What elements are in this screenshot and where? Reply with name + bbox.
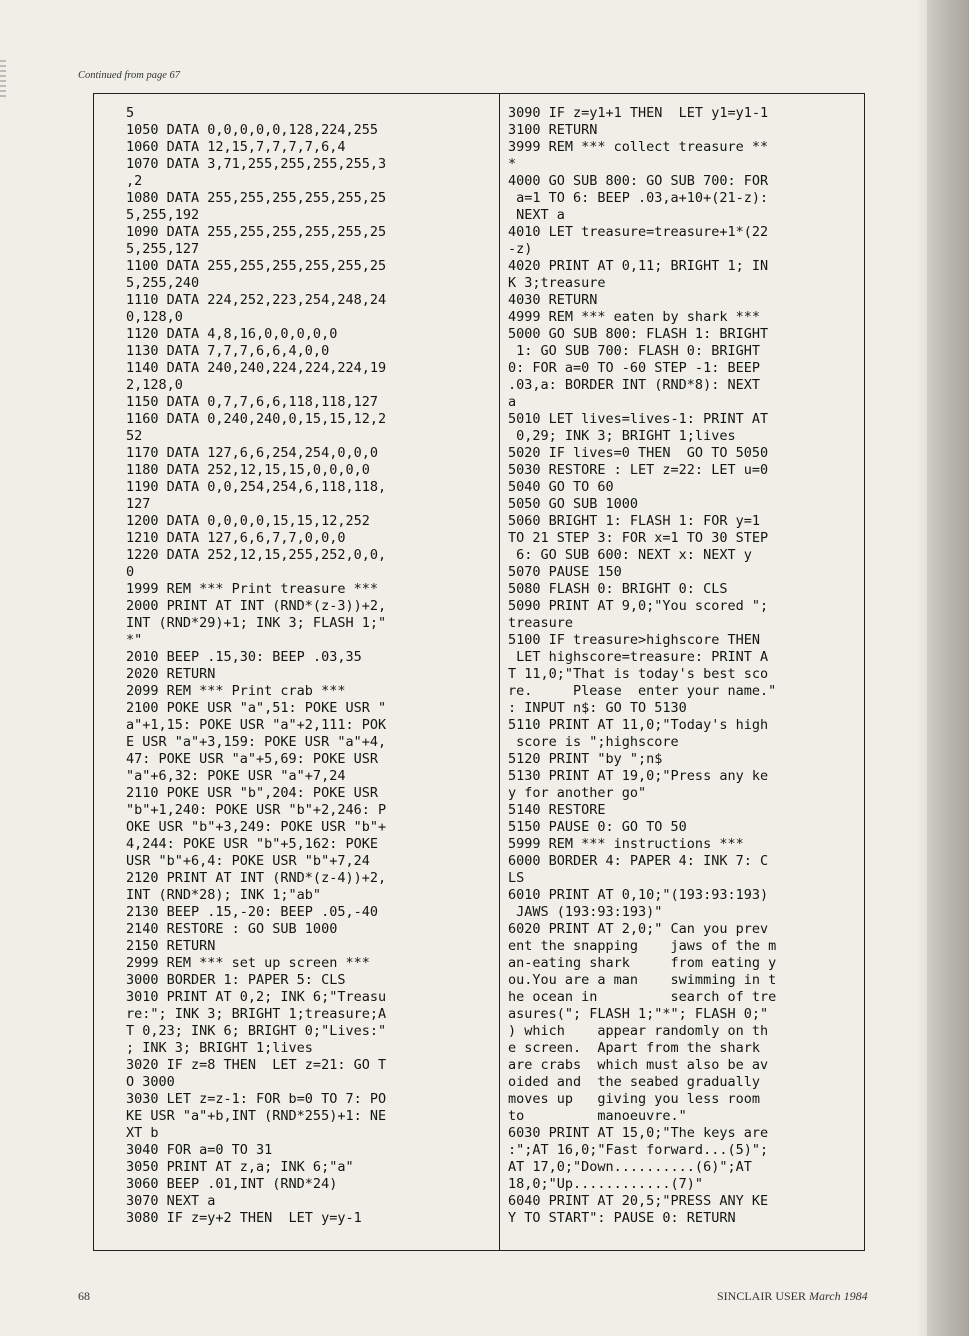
code-line: a: [508, 394, 517, 410]
code-line: O 3000: [126, 1074, 175, 1090]
code-line: 52: [126, 428, 143, 444]
code-line: 1160 DATA 0,240,240,0,15,15,12,2: [126, 411, 387, 427]
code-line: LET highscore=treasure: PRINT A: [508, 649, 769, 665]
code-line: 1050 DATA 0,0,0,0,0,128,224,255: [126, 122, 378, 138]
code-line: 4020 PRINT AT 0,11; BRIGHT 1; IN: [508, 258, 769, 274]
code-line: 5070 PAUSE 150: [508, 564, 622, 580]
code-line: treasure: [508, 615, 574, 631]
code-line: 2000 PRINT AT INT (RND*(z-3))+2,: [126, 598, 387, 614]
code-line: KE USR "a"+b,INT (RND*255)+1: NE: [126, 1108, 387, 1124]
code-line: 4030 RETURN: [508, 292, 598, 308]
code-line: 5130 PRINT AT 19,0;"Press any ke: [508, 768, 769, 784]
code-line: 3020 IF z=8 THEN LET z=21: GO T: [126, 1057, 387, 1073]
code-line: NEXT a: [508, 207, 565, 223]
code-line: 3000 BORDER 1: PAPER 5: CLS: [126, 972, 346, 988]
code-line: AT 17,0;"Down..........(6)";AT: [508, 1159, 752, 1175]
code-line: ,2: [126, 173, 143, 189]
code-line: 0,29; INK 3; BRIGHT 1;lives: [508, 428, 736, 444]
page-number: 68: [78, 1289, 90, 1303]
code-line: T 0,23; INK 6; BRIGHT 0;"Lives:": [126, 1023, 387, 1039]
code-line: 2099 REM *** Print crab ***: [126, 683, 346, 699]
code-line: 2010 BEEP .15,30: BEEP .03,35: [126, 649, 362, 665]
code-line: ; INK 3; BRIGHT 1;lives: [126, 1040, 313, 1056]
code-line: 5030 RESTORE : LET z=22: LET u=0: [508, 462, 769, 478]
code-line: 1140 DATA 240,240,224,224,224,19: [126, 360, 387, 376]
code-line: 2999 REM *** set up screen ***: [126, 955, 370, 971]
code-line: JAWS (193:93:193)": [508, 904, 663, 920]
code-line: T 11,0;"That is today's best sco: [508, 666, 769, 682]
code-line: 5080 FLASH 0: BRIGHT 0: CLS: [508, 581, 728, 597]
code-line: 2140 RESTORE : GO SUB 1000: [126, 921, 338, 937]
code-line: 0: FOR a=0 TO -60 STEP -1: BEEP: [508, 360, 760, 376]
code-line: 1070 DATA 3,71,255,255,255,255,3: [126, 156, 387, 172]
code-line: asures("; FLASH 1;"*"; FLASH 0;": [508, 1006, 769, 1022]
code-line: 5000 GO SUB 800: FLASH 1: BRIGHT: [508, 326, 769, 342]
code-line: 5110 PRINT AT 11,0;"Today's high: [508, 717, 769, 733]
code-line: 1130 DATA 7,7,7,6,6,4,0,0: [126, 343, 330, 359]
code-line: 3080 IF z=y+2 THEN LET y=y-1: [126, 1210, 362, 1226]
code-line: 1200 DATA 0,0,0,0,15,15,12,252: [126, 513, 370, 529]
code-line: 4,244: POKE USR "b"+5,162: POKE: [126, 836, 378, 852]
code-line: : INPUT n$: GO TO 5130: [508, 700, 687, 716]
code-line: a=1 TO 6: BEEP .03,a+10+(21-z):: [508, 190, 769, 206]
code-line: to manoeuvre.": [508, 1108, 687, 1124]
code-line: re. Please enter your name.": [508, 683, 777, 699]
code-line: 3100 RETURN: [508, 122, 598, 138]
code-line: 1220 DATA 252,12,15,255,252,0,0,: [126, 547, 387, 563]
code-line: 5120 PRINT "by ";n$: [508, 751, 663, 767]
code-line: 2,128,0: [126, 377, 183, 393]
code-line: XT b: [126, 1125, 159, 1141]
code-line: 3999 REM *** collect treasure **: [508, 139, 769, 155]
code-line: 3060 BEEP .01,INT (RND*24): [126, 1176, 338, 1192]
code-line: 5050 GO SUB 1000: [508, 496, 639, 512]
code-line: 2150 RETURN: [126, 938, 216, 954]
code-line: 5999 REM *** instructions ***: [508, 836, 744, 852]
code-line: TO 21 STEP 3: FOR x=1 TO 30 STEP: [508, 530, 769, 546]
code-line: 6020 PRINT AT 2,0;" Can you prev: [508, 921, 769, 937]
code-line: 3030 LET z=z-1: FOR b=0 TO 7: PO: [126, 1091, 387, 1107]
code-line: 2100 POKE USR "a",51: POKE USR ": [126, 700, 387, 716]
code-line: 5140 RESTORE: [508, 802, 606, 818]
code-line: 5020 IF lives=0 THEN GO TO 5050: [508, 445, 769, 461]
code-line: 0,128,0: [126, 309, 183, 325]
code-line: re:"; INK 3; BRIGHT 1;treasure;A: [126, 1006, 387, 1022]
code-line: 3050 PRINT AT z,a; INK 6;"a": [126, 1159, 354, 1175]
code-line: INT (RND*29)+1; INK 3; FLASH 1;": [126, 615, 387, 631]
code-line: a"+1,15: POKE USR "a"+2,111: POK: [126, 717, 387, 733]
code-line: 5,255,127: [126, 241, 200, 257]
code-line: 2020 RETURN: [126, 666, 216, 682]
code-line: 1100 DATA 255,255,255,255,255,25: [126, 258, 387, 274]
code-line: ent the snapping jaws of the m: [508, 938, 777, 954]
code-line: 1080 DATA 255,255,255,255,255,25: [126, 190, 387, 206]
listing-column-left: [126, 105, 461, 1235]
continued-note: Continued from page 67: [78, 70, 180, 81]
code-line: E USR "a"+3,159: POKE USR "a"+4,: [126, 734, 387, 750]
code-line: 1060 DATA 12,15,7,7,7,7,6,4: [126, 139, 346, 155]
code-line: 6010 PRINT AT 0,10;"(193:93:193): [508, 887, 769, 903]
spine-shadow: [917, 0, 927, 1336]
code-line: are crabs which must also be av: [508, 1057, 769, 1073]
code-line: 1120 DATA 4,8,16,0,0,0,0,0: [126, 326, 338, 342]
code-line: 3070 NEXT a: [126, 1193, 216, 1209]
page-spine: [927, 0, 969, 1336]
code-line: 0: [126, 564, 135, 580]
code-line: 1150 DATA 0,7,7,6,6,118,118,127: [126, 394, 378, 410]
code-line: e screen. Apart from the shark: [508, 1040, 760, 1056]
code-line: 4000 GO SUB 800: GO SUB 700: FOR: [508, 173, 769, 189]
code-line: 1180 DATA 252,12,15,15,0,0,0,0: [126, 462, 370, 478]
code-line: 5060 BRIGHT 1: FLASH 1: FOR y=1: [508, 513, 760, 529]
code-line: ) which appear randomly on th: [508, 1023, 769, 1039]
code-line: 18,0;"Up............(7)": [508, 1176, 704, 1192]
code-line: *: [508, 156, 517, 172]
code-line: :";AT 16,0;"Fast forward...(5)";: [508, 1142, 769, 1158]
listing-column-right: [508, 105, 853, 1235]
code-line: 1090 DATA 255,255,255,255,255,25: [126, 224, 387, 240]
page-edge-mark: [0, 60, 6, 100]
code-line: 5: [126, 105, 135, 121]
code-line: moves up giving you less room: [508, 1091, 760, 1107]
code-line: 2130 BEEP .15,-20: BEEP .05,-40: [126, 904, 378, 920]
code-line: he ocean in search of tre: [508, 989, 777, 1005]
code-line: 5150 PAUSE 0: GO TO 50: [508, 819, 687, 835]
code-line: -z): [508, 241, 533, 257]
code-line: ou.You are a man swimming in t: [508, 972, 777, 988]
code-line: 1170 DATA 127,6,6,254,254,0,0,0: [126, 445, 378, 461]
code-line: INT (RND*28); INK 1;"ab": [126, 887, 322, 903]
code-line: Y TO START": PAUSE 0: RETURN: [508, 1210, 736, 1226]
code-line: 4010 LET treasure=treasure+1*(22: [508, 224, 769, 240]
code-line: LS: [508, 870, 525, 886]
code-line: 5,255,240: [126, 275, 200, 291]
code-line: y for another go": [508, 785, 647, 801]
code-line: *": [126, 632, 143, 648]
issue-date: March 1984: [809, 1289, 868, 1303]
code-line: 1999 REM *** Print treasure ***: [126, 581, 378, 597]
publication-name: SINCLAIR USER: [717, 1289, 807, 1303]
code-line: 6040 PRINT AT 20,5;"PRESS ANY KE: [508, 1193, 769, 1209]
code-line: "a"+6,32: POKE USR "a"+7,24: [126, 768, 346, 784]
code-line: OKE USR "b"+3,249: POKE USR "b"+: [126, 819, 387, 835]
code-line: 1210 DATA 127,6,6,7,7,0,0,0: [126, 530, 346, 546]
code-line: "b"+1,240: POKE USR "b"+2,246: P: [126, 802, 387, 818]
column-divider: [499, 93, 500, 1251]
code-line: 6: GO SUB 600: NEXT x: NEXT y: [508, 547, 752, 563]
code-line: 6030 PRINT AT 15,0;"The keys are: [508, 1125, 769, 1141]
code-line: 127: [126, 496, 151, 512]
code-line: 3090 IF z=y1+1 THEN LET y1=y1-1: [508, 105, 769, 121]
code-line: 1190 DATA 0,0,254,254,6,118,118,: [126, 479, 387, 495]
code-line: 47: POKE USR "a"+5,69: POKE USR: [126, 751, 378, 767]
code-line: 3040 FOR a=0 TO 31: [126, 1142, 273, 1158]
code-line: 3010 PRINT AT 0,2; INK 6;"Treasu: [126, 989, 387, 1005]
code-line: 5010 LET lives=lives-1: PRINT AT: [508, 411, 769, 427]
code-line: 5090 PRINT AT 9,0;"You scored ";: [508, 598, 769, 614]
code-line: USR "b"+6,4: POKE USR "b"+7,24: [126, 853, 370, 869]
footer-credit: [717, 1289, 868, 1304]
code-line: .03,a: BORDER INT (RND*8): NEXT: [508, 377, 760, 393]
code-line: an-eating shark from eating y: [508, 955, 777, 971]
code-line: 1110 DATA 224,252,223,254,248,24: [126, 292, 387, 308]
code-line: 2110 POKE USR "b",204: POKE USR: [126, 785, 378, 801]
code-line: 2120 PRINT AT INT (RND*(z-4))+2,: [126, 870, 387, 886]
code-line: 5,255,192: [126, 207, 200, 223]
code-line: oided and the seabed gradually: [508, 1074, 760, 1090]
code-line: 5100 IF treasure>highscore THEN: [508, 632, 760, 648]
code-line: 4999 REM *** eaten by shark ***: [508, 309, 760, 325]
code-line: 6000 BORDER 4: PAPER 4: INK 7: C: [508, 853, 769, 869]
code-line: 5040 GO TO 60: [508, 479, 614, 495]
code-line: K 3;treasure: [508, 275, 606, 291]
code-line: 1: GO SUB 700: FLASH 0: BRIGHT: [508, 343, 760, 359]
code-line: score is ";highscore: [508, 734, 679, 750]
